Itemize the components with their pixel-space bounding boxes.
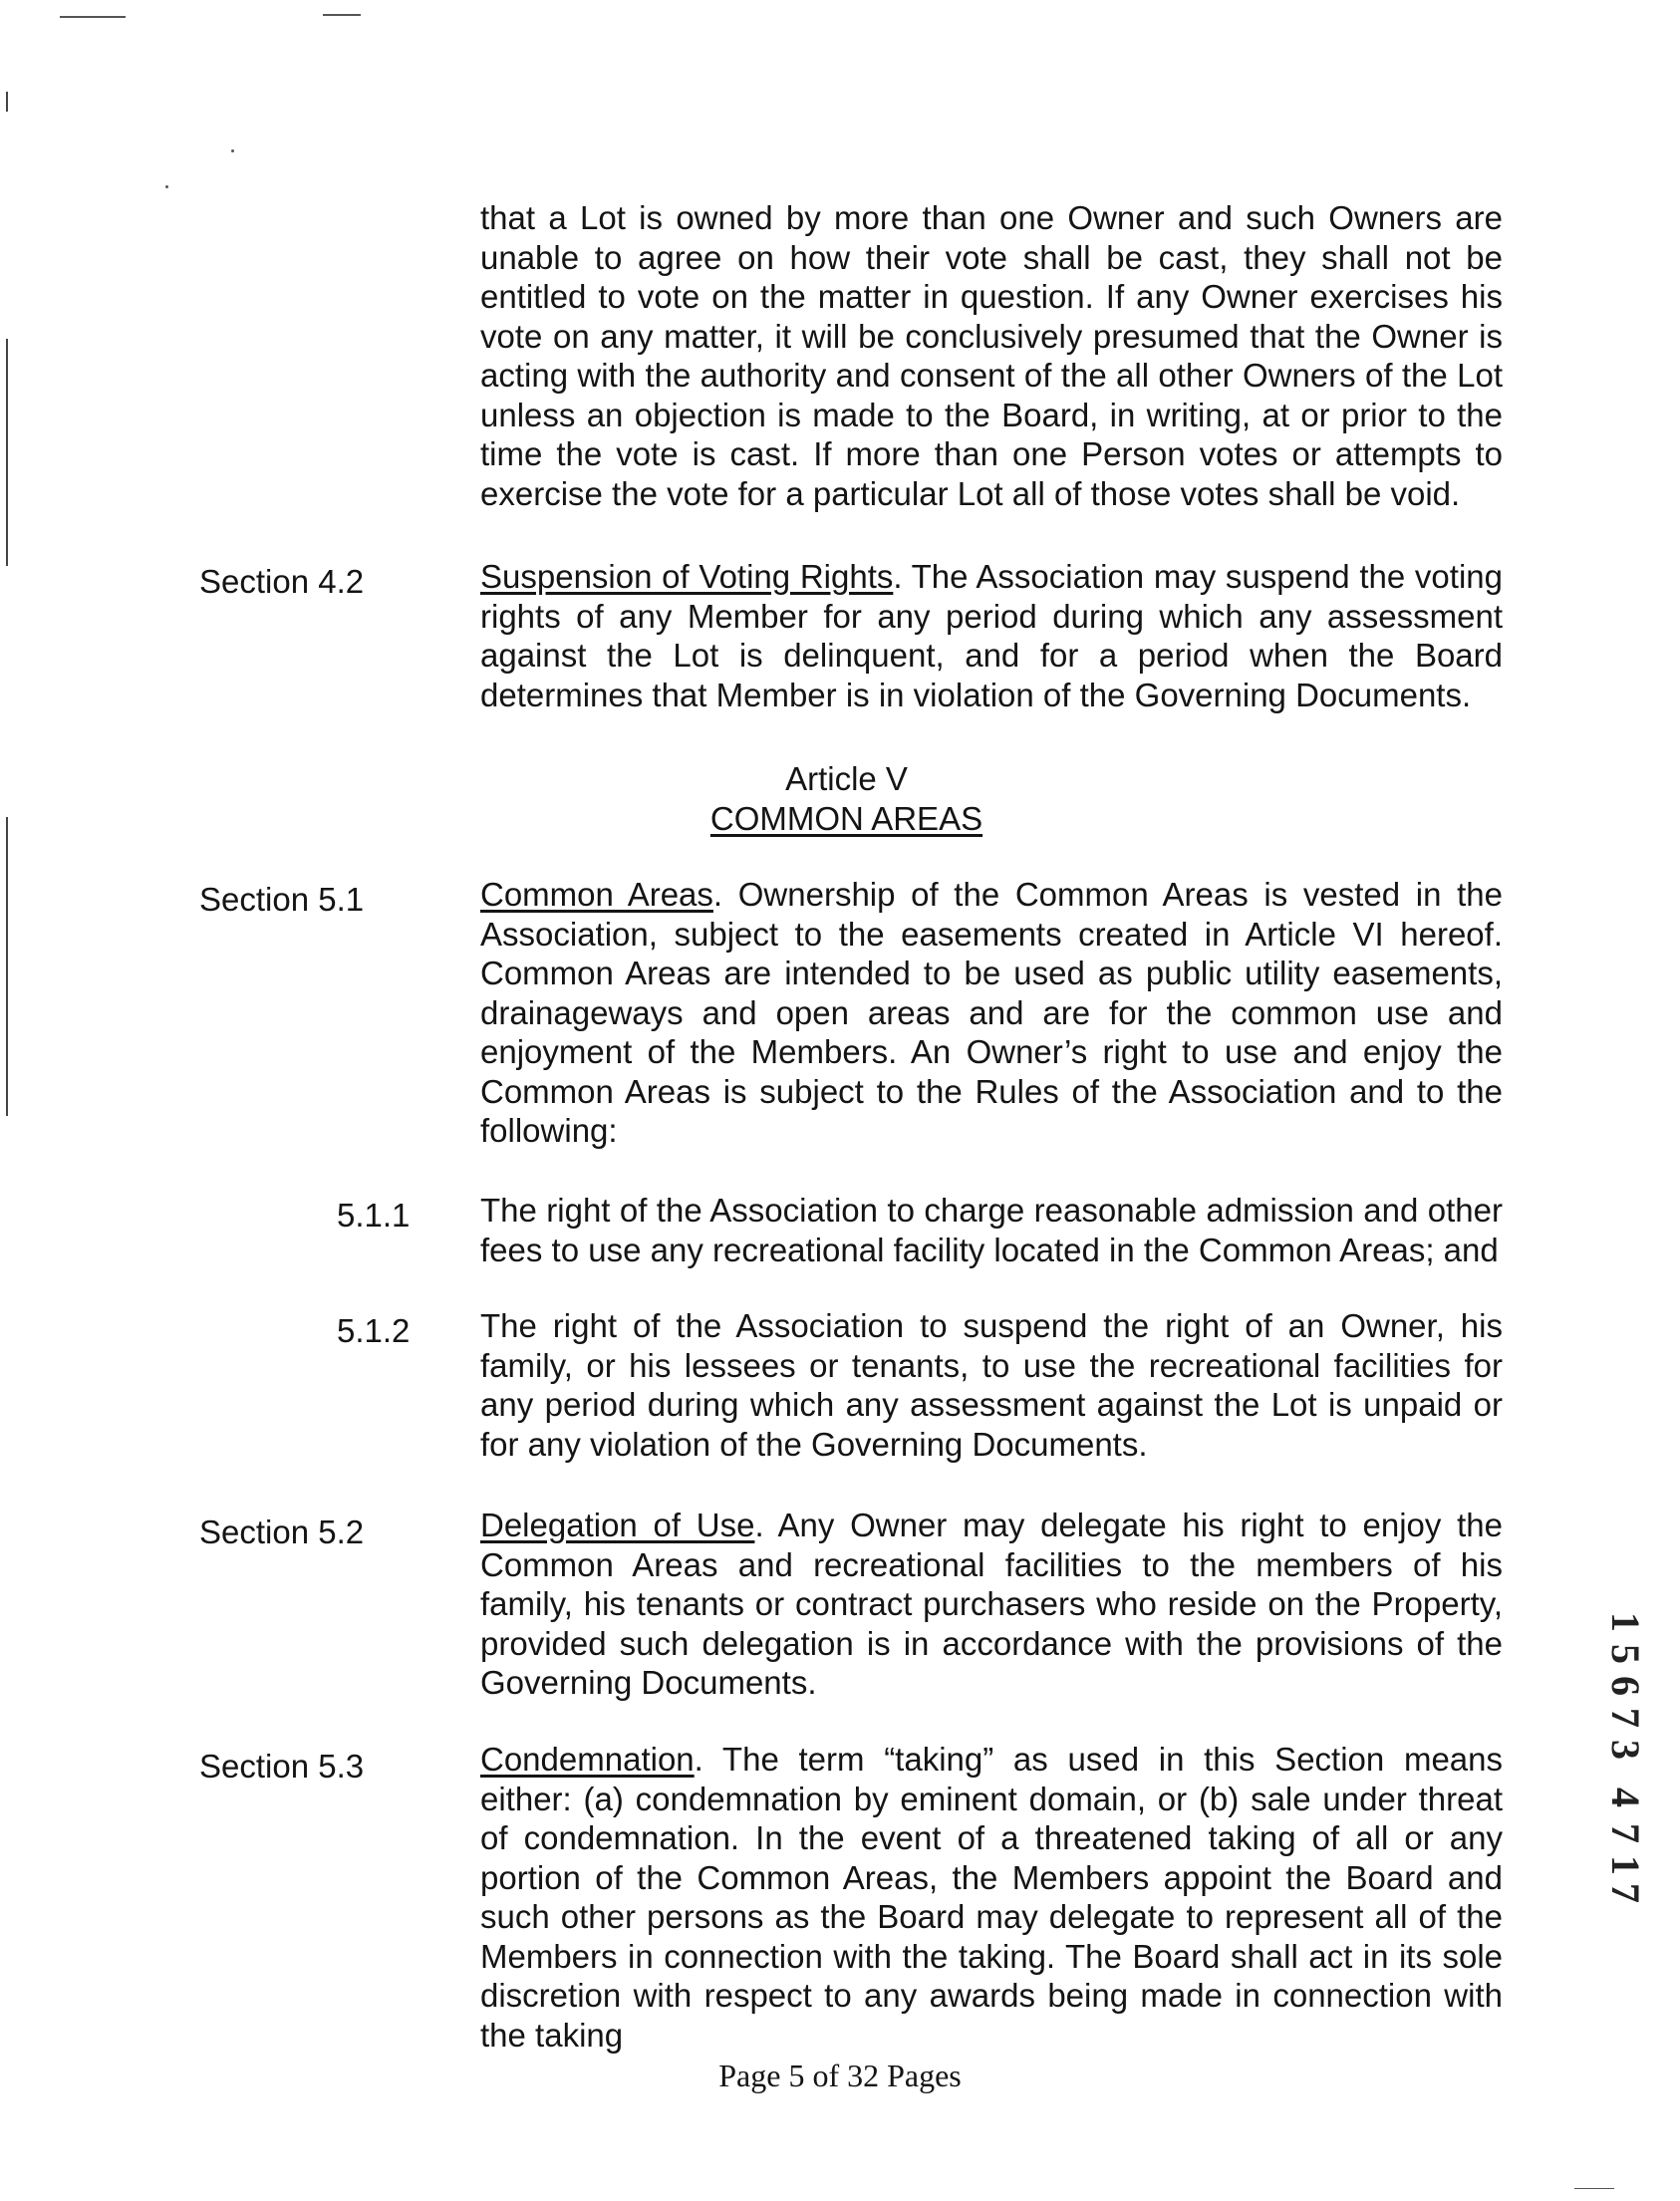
article-number: Article V (785, 760, 908, 797)
stamp-digit: 5 (1603, 1644, 1648, 1664)
title-period: . (754, 1507, 764, 1543)
section-body: Any Owner may delegate his right to enjoy the Common Areas and recreational facilities to the members of his family, his tenants or contract purchasers who reside on the Property, provided such delegation is in accordance with the provisions of the Governing Documents. (480, 1507, 1503, 1701)
section-body: The term “taking” as used in this Section means either: (a) condemnation by eminent domain, or (b) sale under threat of condemnation. In the event of a threatened taking of all or any portion of the Common Areas, the Members appoint the Board and such other persons as the Board may delegate to represent all of the Members in connection with the taking. The Board shall act in its sole discretion with respect to any awards being made in connection with the taking (480, 1741, 1503, 2054)
stamp-digit: 7 (1603, 1708, 1648, 1728)
page-footer: Page 5 of 32 Pages (718, 2058, 962, 2093)
section-label: Section 5.3 (199, 1748, 365, 1785)
scan-mark (6, 817, 8, 1116)
article-title (480, 799, 1213, 838)
section-paragraph (480, 1506, 1503, 1703)
continuation-paragraph: that a Lot is owned by more than one Owner and such Owners are unable to agree on how their vote shall be cast, they shall not be entitled to vote on the matter in question. If any Owner exercises his vote on any matter, it will be conclusively presumed that the Owner is acting with the authority and consent of the all other Owners of the Lot unless an objection is made to the Board, in writing, at or prior to the time the vote is cast. If more than one Person votes or attempts to exercise the vote for a particular Lot all of those votes shall be void. (480, 199, 1503, 512)
scan-mark (60, 16, 126, 18)
scan-mark (6, 92, 8, 112)
title-period: . (694, 1741, 703, 1778)
title-period: . (893, 558, 903, 595)
scan-speck (231, 149, 234, 152)
recording-stamp (1600, 1602, 1650, 1903)
section-paragraph (480, 875, 1503, 1151)
stamp-digit: 6 (1603, 1676, 1648, 1696)
subsection-label: 5.1.1 (337, 1197, 411, 1234)
section-paragraph (480, 1740, 1503, 2055)
stamp-digit: 4 (1603, 1788, 1648, 1807)
section-label: Section 5.1 (199, 881, 365, 918)
scan-mark (6, 339, 8, 566)
title-period: . (712, 876, 723, 913)
subsection-paragraph: The right of the Association to charge reasonable admission and other fees to use any recreational facility located in the Common Areas; and (480, 1192, 1503, 1268)
article-title-text: COMMON AREAS (709, 800, 983, 837)
section-label: Section 4.2 (199, 563, 365, 600)
section-title: Common Areas (480, 876, 713, 913)
section-body: Ownership of the Common Areas is vested in the Association, subject to the easements created in Article VI hereof. Common Areas are intended to be used as public utility easements, drainageways and open areas and are for the common use and enjoyment of the Members. An Owner’s right to use and enjoy the Common Areas is subject to the Rules of the Association and to the following: (480, 876, 1503, 1149)
stamp-digit: 1 (1603, 1855, 1648, 1875)
section-body: The Association may suspend the voting rights of any Member for any period during which any assessment against the Lot is delinquent, and for a period when the Board determines that Member is in violation of the Governing Documents. (480, 558, 1503, 713)
scan-speck (165, 185, 168, 188)
section-title: Suspension of Voting Rights (480, 558, 894, 595)
section-paragraph (480, 557, 1503, 714)
stamp-digit: 7 (1603, 1823, 1648, 1843)
stamp-digit: 3 (1603, 1740, 1648, 1760)
stamp-digit: 7 (1603, 1883, 1648, 1903)
scan-mark (323, 14, 361, 16)
section-title: Condemnation (480, 1741, 695, 1778)
section-label: Section 5.2 (199, 1513, 365, 1550)
stamp-digit: 1 (1603, 1612, 1648, 1632)
scan-mark (1574, 2188, 1614, 2189)
subsection-paragraph: The right of the Association to suspend the right of an Owner, his family, or his lessees or tenants, to use the recreational facilities for any period during which any assessment against the Lot is unpaid or for any violation of the Governing Documents. (480, 1307, 1503, 1463)
section-title: Delegation of Use (480, 1507, 755, 1543)
subsection-label: 5.1.2 (337, 1312, 411, 1349)
